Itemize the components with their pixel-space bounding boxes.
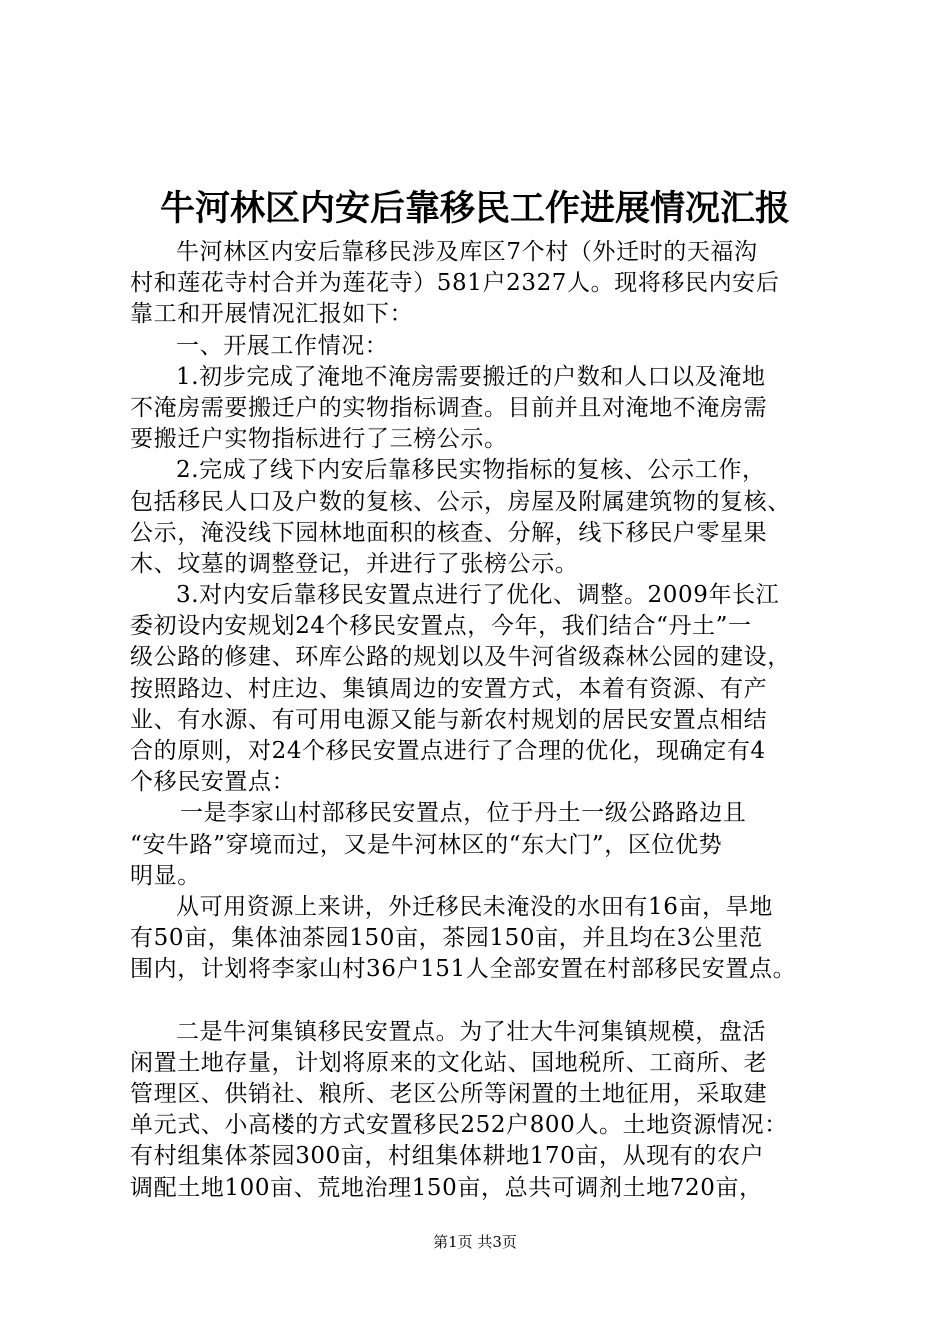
paragraph-line: 3.对内安后靠移民安置点进行了优化、调整。2009年长江 bbox=[176, 582, 780, 609]
section-heading: 一、开展工作情况： bbox=[176, 332, 389, 359]
document-body bbox=[130, 237, 842, 1204]
paragraph-line: 闲置土地存量，计划将原来的文化站、国地税所、工商所、老 bbox=[130, 1049, 768, 1076]
paragraph-line: 1.初步完成了淹地不淹房需要搬迁的户数和人口以及淹地 bbox=[176, 363, 766, 390]
paragraph-line: 级公路的修建、环库公路的规划以及牛河省级森林公园的建设， bbox=[130, 644, 791, 671]
paragraph-line: 2.完成了线下内安后靠移民实物指标的复核、公示工作， bbox=[176, 457, 766, 484]
paragraph-line: 业、有水源、有可用电源又能与新农村规划的居民安置点相结 bbox=[130, 706, 768, 733]
paragraph-line: 围内，计划将李家山村36户151人全部安置在村部移民安置点。 bbox=[130, 956, 797, 983]
paragraph-line: 委初设内安规划24个移民安置点，今年，我们结合“丹土”一 bbox=[130, 613, 752, 640]
paragraph-line: 合的原则，对24个移民安置点进行了合理的优化，现确定有4 bbox=[130, 738, 766, 764]
paragraph-line: 公示，淹没线下园林地面积的核查、分解，线下移民户零星果 bbox=[130, 519, 768, 546]
document-title: 牛河林区内安后靠移民工作进展情况汇报 bbox=[159, 188, 790, 229]
paragraph-line: 调配土地100亩、荒地治理150亩，总共可调剂土地720亩， bbox=[130, 1174, 763, 1201]
paragraph-line: 个移民安置点： bbox=[130, 769, 296, 796]
paragraph-line: 靠工和开展情况汇报如下： bbox=[130, 301, 414, 328]
paragraph-line: “安牛路”穿境而过，又是牛河林区的“东大门”，区位优势 bbox=[130, 831, 723, 858]
paragraph-line: 村和莲花寺村合并为莲花寺）581户2327人。现将移民内安后 bbox=[130, 270, 780, 297]
paragraph-line: 单元式、小高楼的方式安置移民252户800人。土地资源情况： bbox=[130, 1112, 788, 1139]
paragraph-line: 要搬迁户实物指标进行了三榜公示。 bbox=[130, 426, 508, 453]
paragraph-line: 一是李家山村部移民安置点，位于丹土一级公路路边且 bbox=[180, 800, 747, 827]
page-number-footer: 第1页 共3页 bbox=[433, 1233, 517, 1251]
paragraph-line: 包括移民人口及户数的复核、公示，房屋及附属建筑物的复核、 bbox=[130, 488, 791, 515]
paragraph-line: 牛河林区内安后靠移民涉及库区7个村（外迁时的天福沟 bbox=[176, 239, 758, 265]
paragraph-line: 明显。 bbox=[130, 862, 201, 889]
paragraph-line: 有村组集体茶园300亩，村组集体耕地170亩，从现有的农户 bbox=[130, 1143, 765, 1170]
paragraph-line: 有50亩，集体油茶园150亩，茶园150亩，并且均在3公里范 bbox=[130, 925, 763, 952]
paragraph-gap bbox=[130, 986, 842, 1017]
paragraph-line: 按照路边、村庄边、集镇周边的安置方式，本着有资源、有产 bbox=[130, 675, 768, 702]
paragraph-line: 不淹房需要搬迁户的实物指标调查。目前并且对淹地不淹房需 bbox=[130, 394, 768, 421]
paragraph-line: 管理区、供销社、粮所、老区公所等闲置的土地征用，采取建 bbox=[130, 1081, 768, 1108]
paragraph-line: 木、坟墓的调整登记，并进行了张榜公示。 bbox=[130, 550, 579, 577]
paragraph-line: 从可用资源上来讲，外迁移民未淹没的水田有16亩，旱地 bbox=[176, 893, 773, 920]
paragraph-line: 二是牛河集镇移民安置点。为了壮大牛河集镇规模，盘活 bbox=[176, 1018, 766, 1045]
